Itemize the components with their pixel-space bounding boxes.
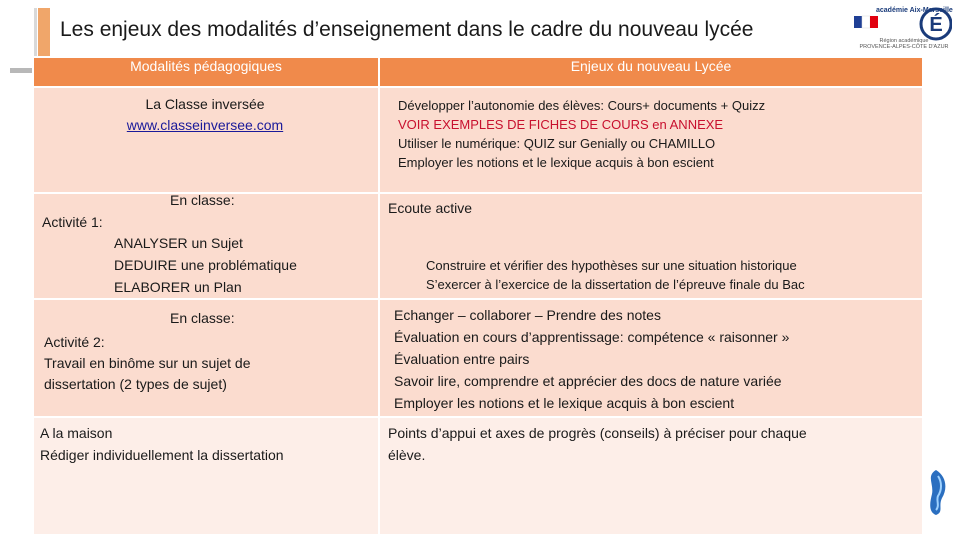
row2-right-cell — [379, 193, 923, 299]
row1-right-cell — [379, 87, 923, 193]
row1-right-line1: Développer l’autonomie des élèves: Cours+ documents + Quizz — [398, 98, 766, 113]
row3-left-cell — [33, 299, 379, 417]
title-accent-bar — [38, 8, 50, 60]
region-line2: PROVENCE-ALPES-CÔTE D'AZUR — [859, 44, 949, 50]
row4-right-line2: élève. — [388, 447, 426, 463]
page-title: Les enjeux des modalités d’enseignement dans le cadre du nouveau lycée — [60, 18, 754, 41]
row3-right-line1: Echanger – collaborer – Prendre des notes — [394, 307, 661, 323]
row3-left-line1: Travail en binôme sur un sujet de — [44, 355, 251, 371]
academy-logo-text — [852, 7, 956, 50]
row2-right-line3: S’exercer à l’exercice de la dissertation de l’épreuve finale du Bac — [426, 277, 805, 292]
row2-item-elaborer: ELABORER un Plan — [114, 279, 242, 295]
row3-right-line5: Employer les notions et le lexique acquis à bon escient — [394, 395, 735, 411]
svg-text:É: É — [929, 14, 943, 36]
row1-right-line3: Utiliser le numérique: QUIZ sur Genially ou CHAMILLO — [398, 136, 716, 151]
row2-left-cell — [33, 193, 379, 299]
row2-right-line1: Ecoute active — [388, 200, 473, 216]
row3-en-classe: En classe: — [170, 310, 235, 326]
row3-right-line2: Évaluation en cours d’apprentissage: compétence « raisonner » — [394, 329, 790, 345]
row3-activity-label: Activité 2: — [44, 334, 105, 350]
row2-item-analyser: ANALYSER un Sujet — [114, 235, 243, 251]
row3-right-cell — [379, 299, 923, 417]
pedagogy-table — [32, 56, 924, 536]
row3-right-line4: Savoir lire, comprendre et apprécier des docs de nature variée — [394, 373, 782, 389]
region-line1: Région académique — [879, 38, 929, 44]
row4-right-line1: Points d’appui et axes de progrès (conseils) à préciser pour chaque — [388, 425, 807, 441]
row4-left-line1: A la maison — [40, 425, 113, 441]
row1-left-cell — [33, 87, 379, 193]
row1-right-line4: Employer les notions et le lexique acquis à bon escient — [398, 155, 714, 170]
row1-right-annex-note: VOIR EXEMPLES DE FICHES DE COURS en ANNEXE — [398, 117, 724, 132]
row4-left-cell — [33, 417, 379, 535]
title-accent-tick — [10, 68, 32, 73]
corner-decoration — [926, 468, 948, 516]
row3-left-line2: dissertation (2 types de sujet) — [44, 376, 227, 392]
row4-left-line2: Rédiger individuellement la dissertation — [40, 447, 284, 463]
classe-inversee-link[interactable]: www.classeinversee.com — [126, 117, 284, 133]
header-modalites: Modalités pédagogiques — [33, 57, 379, 87]
classe-inversee-title: La Classe inversée — [145, 96, 265, 112]
header-enjeux: Enjeux du nouveau Lycée — [379, 57, 923, 87]
academy-brand: académie Aix-Marseille — [876, 7, 953, 14]
row3-right-line3: Évaluation entre pairs — [394, 351, 530, 367]
row2-item-deduire: DEDUIRE une problématique — [114, 257, 297, 273]
row4-right-cell — [379, 417, 923, 535]
row2-activity-label: Activité 1: — [42, 214, 103, 230]
row2-en-classe: En classe: — [170, 192, 235, 208]
row2-right-line2: Construire et vérifier des hypothèses sur une situation historique — [426, 258, 797, 273]
